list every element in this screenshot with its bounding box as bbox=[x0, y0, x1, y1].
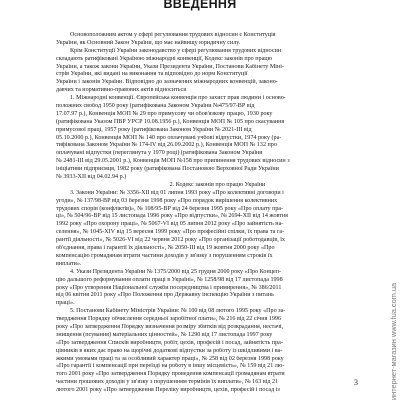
text-line: складають ратифіковані Україною міжнародні конвенції, Кодекс законів про працю bbox=[56, 55, 273, 62]
text-line: (ратифікована Указом ПВР УРСР 10.08.1956 р.), Конвенція МОП № 105 про скасування bbox=[56, 118, 285, 125]
text-line: лютого 2001 року «Про затвердження Переліку виробництв, цехів, професій і посад із bbox=[56, 387, 280, 394]
text-line: «Про затвердження Списків виробництв, робіт, цехів, професій і посад, зайнятість пра- bbox=[56, 339, 283, 346]
text-line: України, а також закони України, Укази Президента України, Постанови Кабінету Міні- bbox=[56, 63, 284, 70]
text-line: положних свобод 1950 року (ратифікована Законом України №475/97-ВР від bbox=[56, 103, 255, 110]
text-line: ці», № 504/96-ВР від 15 листопада 1996 року «Про відпустки», № 2694-XII від 14 жовтня bbox=[56, 213, 288, 220]
text-line: Основоположним актом у сфері регулювання трудових відносин є Конституція bbox=[70, 32, 276, 38]
text-line: «Про гарантії і компенсації при переїзді на роботу в іншу місцевість», № 159 від 21 лю- bbox=[56, 363, 285, 370]
text-line: виплати». bbox=[56, 260, 82, 267]
text-line: праці». bbox=[56, 300, 75, 307]
text-line: рантії діяльності», № 5026-VI від 22 червня 2012 року «Про організації роботодавців, їх bbox=[56, 237, 285, 244]
text-line: 1992 року «Про охорону праці», № 5067-VI від 05 липня 2012 року «Про зайнятість на- bbox=[56, 221, 284, 228]
text-line: того 2001 року «Про затвердження Порядку проведення компенсації громадянам втрати bbox=[56, 371, 285, 378]
text-line: 3. Закони України: № 3356-XII від 01 липня 1993 року «Про колективні договори і bbox=[70, 189, 284, 196]
text-line: оплачувані відпустки (переглянута у 1970 році) (ратифікована Законом України bbox=[56, 150, 263, 157]
body-text bbox=[56, 32, 365, 395]
text-line: компенсацію громадянам втрати частини доходів у зв'язку з порушенням строків їх bbox=[56, 252, 273, 259]
text-line: селення», № 1045-XIV від 15 вересня 1999 року «Про професійні спілки, їх права та га- bbox=[56, 229, 285, 236]
text-line: твердження Порядку обчислення середньої заробітної плати», № 216 від 22 січня 1996 bbox=[56, 316, 282, 323]
text-line: знищення (псування) матеріальних цінностей», № 1290 від 17 листопада 1997 року bbox=[56, 331, 273, 338]
text-line: року «Про затвердження Порядку визначення розміру збитків від розкрадання, нестачі, bbox=[56, 323, 284, 330]
text-line: трудових спорів (конфліктів)», № 108/95-ВР від 24 березня 1995 року «Про оплату пра- bbox=[56, 205, 284, 212]
text-line: України і законів України. Відповідно до зазначених міжнародних конвенцій, законо- bbox=[56, 79, 278, 86]
text-line: 1. Міжнародні конвенції. Європейська конвенція про захист прав людини і осново- bbox=[70, 95, 286, 102]
page-title: ВВЕДЕННЯ bbox=[163, 0, 237, 11]
text-line: України, як Основний Закон України, що має найвищу юридичну силу. bbox=[56, 39, 241, 46]
text-line: тифікована Законом України № 174-IV від 26.09.2002 р.), Конвенція МОП № 132 про bbox=[56, 142, 277, 149]
text-line: частини грошових доходів у зв'язку з порушенням термінів їх виплати», № 163 від 21 bbox=[56, 379, 279, 386]
text-line: Крім Конституції України законодавство у сфері регулювання трудових відносин bbox=[70, 47, 282, 54]
text-line: 4. Укази Президента України № 1375/2000 від 25 грудня 2000 року «Про Концеп- bbox=[70, 268, 281, 275]
text-line: об'єднання, права і гарантії їх діяльності», № 2050-III від 19 жовтня 2000 року «Про bbox=[56, 245, 275, 252]
text-line: від 06 квітня 2011 року «Про Положення про Державну інспекцію України з питань bbox=[56, 292, 274, 299]
text-line: року «Про утворення Національної служби посередництва і примирення», № 386/2011 bbox=[56, 284, 282, 291]
text-line: 5. Постанови Кабінету Міністрів України: № 100 від 08 лютого 1995 року «Про за- bbox=[70, 308, 286, 315]
text-line: стрів України, які видані на виконання та відповідно до норм Конституції bbox=[56, 71, 248, 78]
text-line: цію дальшого реформування оплати праці в Україні», № 1258/98 від 17 листопада 1998 bbox=[56, 276, 283, 283]
text-line: жкими умовами праці та за особливий характер праці», № 258 від 02 березня 1998 року bbox=[56, 355, 284, 362]
text-line: 2. Кодекс законів про працю України bbox=[169, 181, 266, 188]
text-line: цівників в яких дає право на щорічні додаткові відпустки за роботу із шкідливими і ва- bbox=[56, 347, 283, 354]
text-line: 17.07.97 р.), Конвенція МОП № 29 про примусову чи обов'язкову працю, 1930 року bbox=[56, 110, 273, 117]
text-line: 05.10.2000 р.), Конвенція МОП № 140 про оплачувані учбові відпустки, 1974 року (ра- bbox=[56, 134, 282, 141]
page-number: 3 bbox=[354, 378, 358, 387]
text-line: № 2481-III від 29.05.2001 р.), Конвенція МОП №158 про припинення трудових відносин з bbox=[56, 158, 290, 165]
watermark: интернет-магазин www.fua.com.ua bbox=[389, 282, 398, 400]
text-line: ініціативи підприємця, 1982 року (ратифікована Постановою Верховної Ради України bbox=[56, 166, 279, 173]
text-line: № 3933-XII від 04.02.94 р.) bbox=[56, 174, 127, 181]
text-line: примусової праці, 1957 року (ратифікована Законом України № 2021-III від bbox=[56, 126, 252, 133]
text-line: давчих та нормативно-правових актів відноситься bbox=[56, 87, 187, 94]
text-line: угоди», № 137/98-ВР від 03 березня 1998 року «Про порядок вирішення колективних bbox=[56, 197, 278, 204]
